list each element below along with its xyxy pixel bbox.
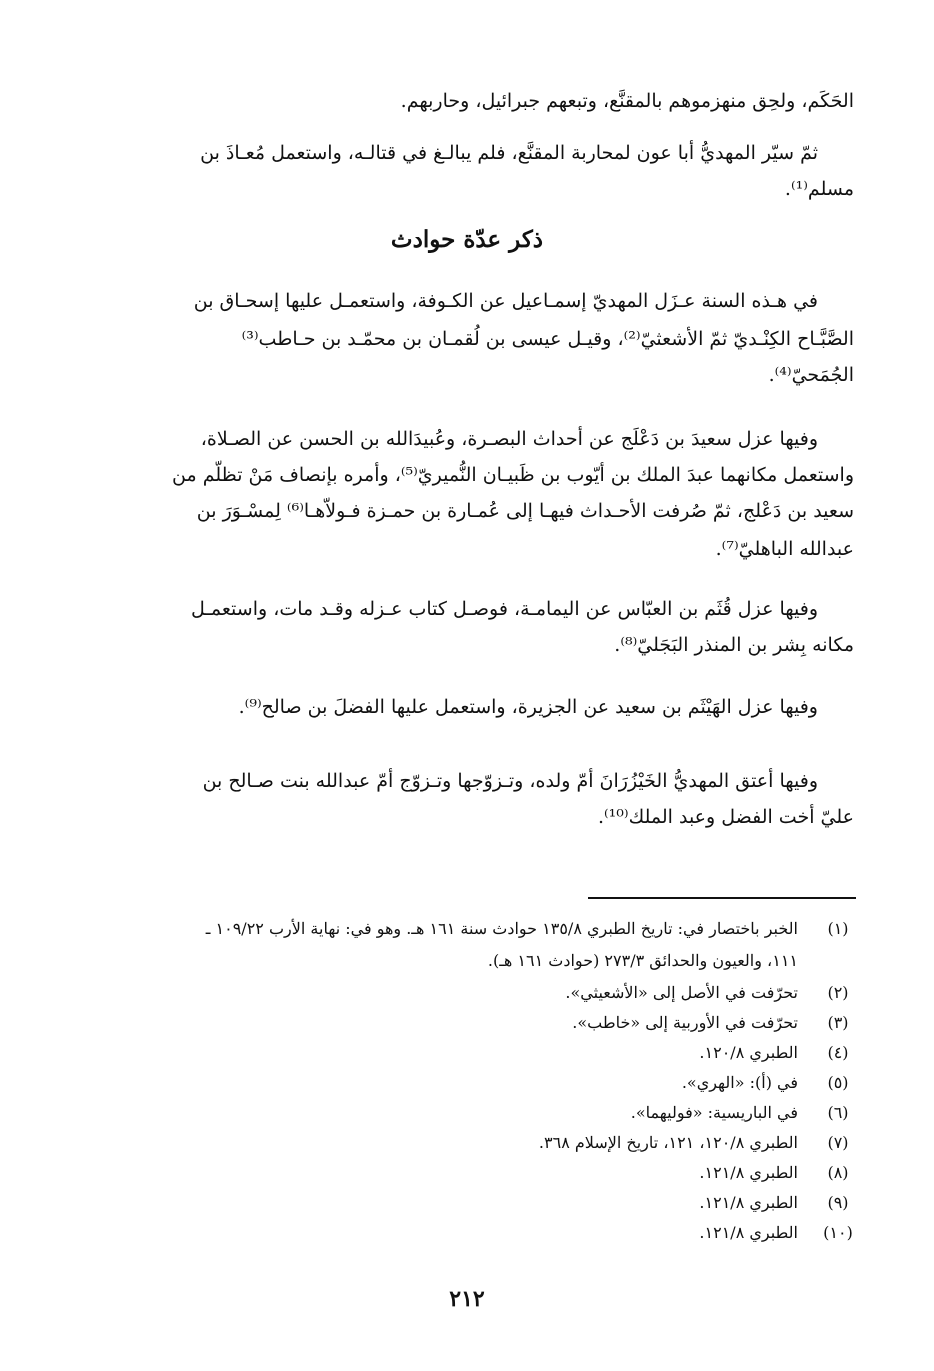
footnote-divider (588, 897, 856, 899)
footnote-text: الخبر باختصار في: تاريخ الطبري ١٣٥/٨ حوادث سنة ١٦١ هـ. وهو في: نهاية الأرب ١٠٩/٢٢ ـ (205, 919, 798, 938)
footnote (48, 1158, 856, 1188)
footnote-number: (٦) (827, 1103, 849, 1122)
footnote (48, 1008, 856, 1038)
footnote-continuation (48, 946, 856, 976)
text-line: وفيها عزل سعيدَ بن دَعْلَج عن أحداث البصـرة، وعُبيدَالله بن الحسن عن الصـلاة، (200, 428, 818, 450)
footnote-number: (٢) (827, 983, 849, 1002)
text-line: عبدالله الباهليّ⁽⁷⁾. (715, 538, 854, 560)
footnote-text: تحرّفت في الأوربية إلى «خاطب». (572, 1013, 798, 1032)
page-number: ٢١٢ (449, 1286, 485, 1312)
footnote (48, 1068, 856, 1098)
text-line: ثمّ سيّر المهديُّ أبا عون لمحاربة المقنَّع، فلم يبالـغ في قتالـه، واستعمل مُعـاذَ بن (200, 142, 818, 164)
footnote-text: الطبري ١٢١/٨. (699, 1223, 798, 1242)
text-line: سعيد بن دَعْلج، ثمّ صُرفت الأحـداث فيهـا إلى عُمـارة بن حمـزة فـولاّهـا⁽⁶⁾ لِمسْـوَرَ بن (196, 500, 854, 522)
footnote-number: (٥) (827, 1073, 849, 1092)
footnote-text: الطبري ١٢١/٨. (699, 1193, 798, 1212)
text-line: الصَّبَّـاح الكِنْـديّ ثمّ الأشعثيّ⁽²⁾، وقيـل عيسى بن لُقمـان بن محمّـد بن حـاطب⁽³⁾ (241, 328, 854, 350)
footnote-number: (٤) (827, 1043, 849, 1062)
text-line: واستعمل مكانهما عبدَ الملك بن أيّوب بن ظَبيـان النُّميريّ⁽⁵⁾، وأمره بإنصاف مَنْ تظلّم من (172, 464, 854, 486)
footnote-text: في (أ): «الهري». (681, 1073, 798, 1092)
footnote-number: (٨) (827, 1163, 849, 1182)
footnote (48, 1188, 856, 1218)
footnote-number: (٣) (827, 1013, 849, 1032)
footnote-text: الطبري ١٢٠/٨، ١٢١، تاريخ الإسلام ٣٦٨. (538, 1133, 798, 1152)
footnote-number: (١٠) (823, 1223, 853, 1242)
footnote (48, 1038, 856, 1068)
footnote (48, 1128, 856, 1158)
footnote (48, 1218, 856, 1248)
footnote-text: تحرّفت في الأصل إلى «الأشعيثي». (565, 983, 798, 1002)
footnote (48, 914, 856, 944)
footnote-text: ١١١، والعيون والحدائق ٢٧٣/٣ (حوادث ١٦١ هـ). (487, 951, 798, 970)
text-line: وفيها عزل الهَيْثَم بن سعيد عن الجزيرة، واستعمل عليها الفضلَ بن صالح⁽⁹⁾. (238, 696, 818, 718)
text-line: الجُمَحيّ⁽⁴⁾. (768, 364, 854, 386)
text-line: وفيها عزل قُثَم بن العبّاس عن اليمامـة، فوصـل كتاب عـزله وقـد مات، واستعمـل (190, 598, 818, 620)
footnote-text: الطبري ١٢١/٨. (699, 1163, 798, 1182)
footnote-text: الطبري ١٢٠/٨. (699, 1043, 798, 1062)
footnote-number: (٧) (827, 1133, 849, 1152)
text-line: في هـذه السنة عـزَل المهديّ إسمـاعيل عن الكـوفة، واستعمـل عليها إسحـاق بن (193, 290, 818, 312)
footnote-text: في الباريسية: «فوليهما». (630, 1103, 798, 1122)
text-line: مكانه بِشر بن المنذر البَجَليّ⁽⁸⁾. (614, 634, 854, 656)
footnote-number: (١) (827, 919, 849, 938)
section-heading: ذكر عدّة حوادث (390, 226, 544, 253)
text-line: وفيها أعتق المهديُّ الخَيْزُرَانَ أمّ ولده، وتـزوّجها وتـزوّج أمّ عبدالله بنت صـالح بن (202, 770, 818, 792)
text-line: عليّ أخت الفضل وعبد الملك⁽¹⁰⁾. (597, 806, 854, 828)
text-line: مسلم⁽¹⁾. (784, 178, 854, 200)
footnote-number: (٩) (827, 1193, 849, 1212)
footnote (48, 1098, 856, 1128)
text-line: الحَكَم، ولحِق منهزموهم بالمقنَّع، وتبعهم جبرائيل، وحاربهم. (400, 90, 854, 112)
footnote (48, 978, 856, 1008)
